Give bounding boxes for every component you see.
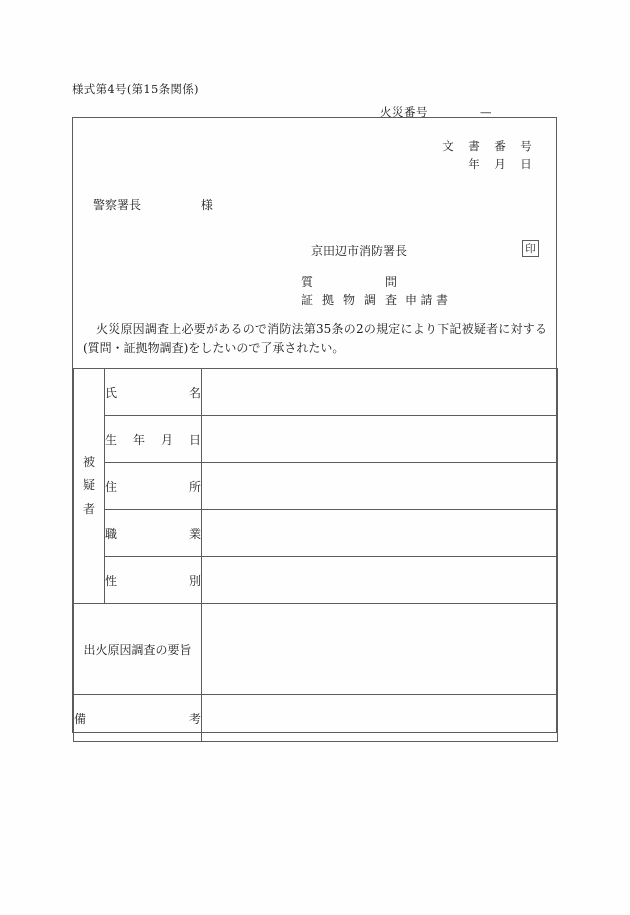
table-row [74,557,558,604]
label-name-char-1: 名 [188,385,201,400]
document-number-block [435,138,539,174]
form-title-suffix: 申請書 [405,293,452,308]
title-bottom-char-3: 調 [363,293,376,308]
document-frame [72,117,557,733]
label-cell-gender [105,557,202,604]
subject-data-table [73,368,558,742]
title-bottom-char-2: 物 [342,293,355,308]
date-char-year: 年 [468,156,480,171]
label-cell-cause-summary [74,604,202,695]
addressee-honorific: 様 [200,198,213,212]
label-cell-birthdate [105,416,202,463]
value-cell-gender[interactable] [202,557,558,604]
label-address-char-0: 住 [105,479,118,494]
table-row [74,604,558,695]
seal-stamp-box: 印 [522,240,539,257]
value-cell-birthdate[interactable] [202,416,558,463]
value-cell-remarks[interactable] [202,695,558,742]
label-name-char-0: 氏 [105,385,118,400]
table-row [74,369,558,416]
addressee-line [93,196,213,213]
label-birthdate-char-2: 月 [160,432,173,447]
subject-vlabel-char-2: 者 [82,501,95,516]
title-bottom-char-1: 拠 [321,293,334,308]
label-cell-name [105,369,202,416]
title-bottom-char-0: 証 [301,293,314,308]
docnum-char-2: 番 [494,139,506,153]
fire-number-label: 火災番号 [380,105,428,119]
table-row [74,416,558,463]
fire-number-dash: — [480,105,492,119]
title-bottom-char-4: 査 [384,293,397,308]
sender-name: 京田辺市消防署長 [311,244,408,258]
label-address-char-1: 所 [188,479,201,494]
label-birthdate-char-3: 日 [188,432,201,447]
docnum-char-0: 文 [442,139,454,153]
form-code: 様式第4号(第15条関係) [72,82,199,96]
title-top-char-1: 問 [384,275,397,289]
form-title-bottom-row [301,292,397,309]
label-occupation-char-0: 職 [105,526,118,541]
label-gender-char-0: 性 [105,573,118,588]
label-cause-summary-text: 出火原因調査の要旨 [83,642,192,657]
form-title-top-row [301,274,397,292]
addressee-name: 警察署長 [93,198,142,212]
date-line [435,156,539,174]
subject-vlabel-char-0: 被 [82,454,95,469]
label-remarks-char-1: 考 [188,711,201,726]
body-paragraph: 火災原因調査上必要があるので消防法第35条の2の規定により下記被疑者に対する(質問・証拠物調査)をしたいので了承されたい。 [83,322,547,356]
label-birthdate-spread [105,431,201,448]
value-cell-address[interactable] [202,463,558,510]
table-row [74,463,558,510]
label-cell-address [105,463,202,510]
label-cell-occupation [105,510,202,557]
sender-row [73,242,539,262]
docnum-char-1: 書 [468,139,480,153]
label-occupation-char-1: 業 [188,526,201,541]
label-name-spread [105,384,201,401]
label-gender-char-1: 別 [188,573,201,588]
table-row [74,695,558,742]
label-occupation-spread [105,525,201,542]
table-row [74,510,558,557]
value-cell-occupation[interactable] [202,510,558,557]
form-title-stack [301,274,397,309]
form-title [301,274,452,309]
value-cell-name[interactable] [202,369,558,416]
label-cell-remarks [74,695,202,742]
label-address-spread [105,478,201,495]
date-char-day: 日 [520,156,532,171]
value-cell-cause-summary[interactable] [202,604,558,695]
subject-vlabel-char-1: 疑 [82,478,95,493]
subject-vertical-label [74,369,105,604]
label-birthdate-char-1: 年 [132,432,145,447]
label-gender-spread [105,572,201,589]
document-number-line [435,138,539,156]
label-remarks-spread [74,710,201,727]
date-char-month: 月 [494,156,506,171]
docnum-char-3: 号 [520,139,532,153]
title-top-char-0: 質 [301,275,314,289]
label-birthdate-char-0: 生 [105,432,118,447]
label-remarks-char-0: 備 [74,711,87,726]
